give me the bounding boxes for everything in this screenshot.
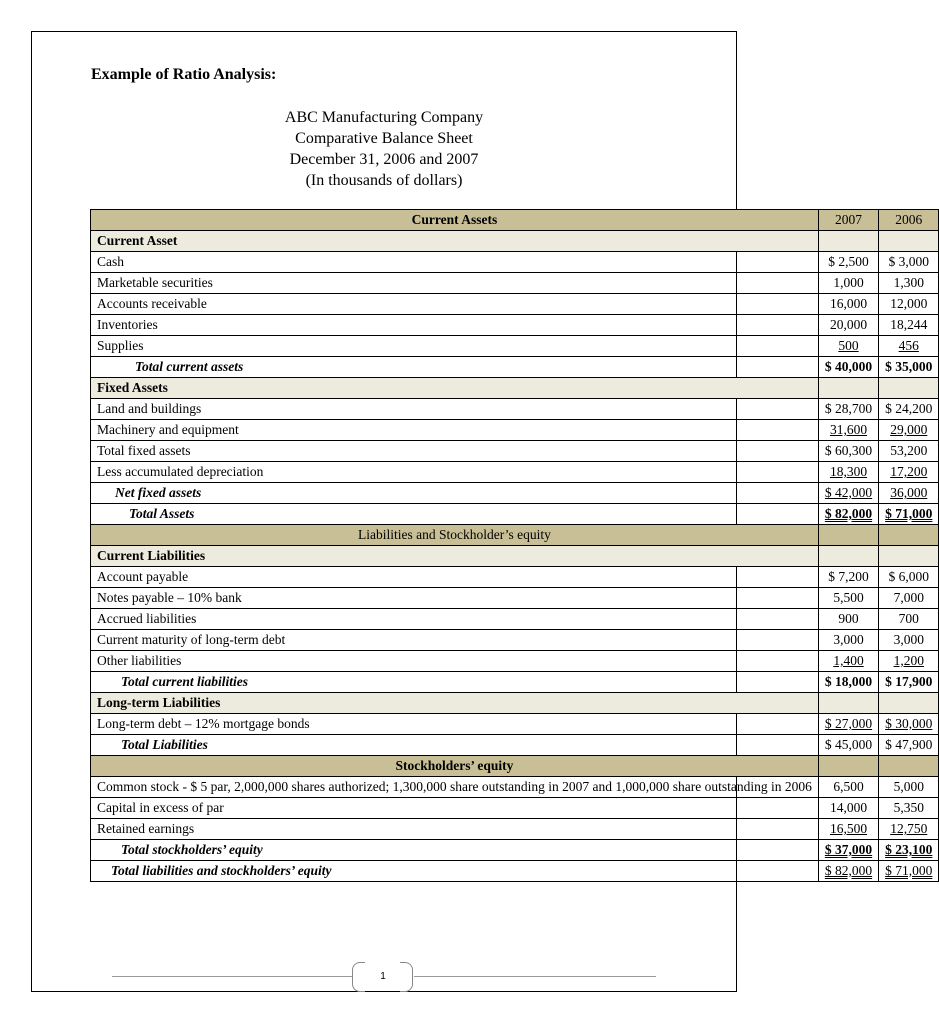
table-row — [91, 546, 939, 567]
value-2006: 17,200 — [879, 462, 939, 483]
value-2007: $ 42,000 — [818, 483, 878, 504]
row-label: Other liabilities — [91, 651, 819, 672]
value-2007: $ 37,000 — [818, 840, 878, 861]
value-2006: $ 3,000 — [879, 252, 939, 273]
value-2007: 6,500 — [818, 777, 878, 798]
footer-rule-right — [414, 976, 656, 977]
table-row — [91, 840, 939, 861]
table-row — [91, 315, 939, 336]
section-current-asset: Current Asset — [91, 231, 819, 252]
table-row — [91, 672, 939, 693]
value-2006: 456 — [879, 336, 939, 357]
value-2007: $ 40,000 — [818, 357, 878, 378]
value-2006: $ 17,900 — [879, 672, 939, 693]
row-label: Long-term debt – 12% mortgage bonds — [91, 714, 819, 735]
section-liabilities-equity: Liabilities and Stockholder’s equity — [91, 525, 819, 546]
table-row — [91, 756, 939, 777]
statement-title-block — [0, 107, 768, 191]
table-row — [91, 273, 939, 294]
table-row — [91, 252, 939, 273]
value-2007: $ 2,500 — [818, 252, 878, 273]
row-label: Total Assets — [91, 504, 819, 525]
row-label: Total current assets — [91, 357, 819, 378]
value-2007: $ 27,000 — [818, 714, 878, 735]
row-label: Capital in excess of par — [91, 798, 819, 819]
value-2007: 5,500 — [818, 588, 878, 609]
section-fixed-assets: Fixed Assets — [91, 378, 819, 399]
row-label: Retained earnings — [91, 819, 819, 840]
table-row — [91, 798, 939, 819]
value-2007: $ 82,000 — [818, 504, 878, 525]
table-row — [91, 651, 939, 672]
row-label: Accounts receivable — [91, 294, 819, 315]
row-label: Current maturity of long-term debt — [91, 630, 819, 651]
balance-sheet-table — [90, 209, 939, 882]
row-label: Machinery and equipment — [91, 420, 819, 441]
row-label: Land and buildings — [91, 399, 819, 420]
table-row — [91, 819, 939, 840]
value-2007: 900 — [818, 609, 878, 630]
table-row — [91, 483, 939, 504]
table-header-row — [91, 210, 939, 231]
section-long-term-liabilities: Long-term Liabilities — [91, 693, 819, 714]
table-row — [91, 336, 939, 357]
value-2007: $ 82,000 — [818, 861, 878, 882]
row-label: Net fixed assets — [91, 483, 819, 504]
row-label: Total current liabilities — [91, 672, 819, 693]
section-current-liabilities: Current Liabilities — [91, 546, 819, 567]
value-2007: 31,600 — [818, 420, 878, 441]
value-2007: 18,300 — [818, 462, 878, 483]
row-label: Inventories — [91, 315, 819, 336]
value-2006: $ 35,000 — [879, 357, 939, 378]
value-2006: 700 — [879, 609, 939, 630]
statement-units: (In thousands of dollars) — [305, 172, 463, 189]
table-row — [91, 630, 939, 651]
value-2007: 20,000 — [818, 315, 878, 336]
value-2006: $ 71,000 — [879, 504, 939, 525]
value-2006: 5,350 — [879, 798, 939, 819]
table-row — [91, 441, 939, 462]
row-label: Accrued liabilities — [91, 609, 819, 630]
table-row — [91, 714, 939, 735]
value-2006: 12,750 — [879, 819, 939, 840]
value-2006: 1,200 — [879, 651, 939, 672]
table-row — [91, 588, 939, 609]
value-2006: $ 47,900 — [879, 735, 939, 756]
section-stockholders-equity: Stockholders’ equity — [91, 756, 819, 777]
row-label: Total liabilities and stockholders’ equity — [91, 861, 819, 882]
row-label: Notes payable – 10% bank — [91, 588, 819, 609]
row-label: Less accumulated depreciation — [91, 462, 819, 483]
row-label: Common stock - $ 5 par, 2,000,000 shares authorized; 1,300,000 share outstanding in 2007 and 1,000,000 share outstanding in 2006 — [91, 777, 819, 798]
value-2006: 7,000 — [879, 588, 939, 609]
value-2006: 18,244 — [879, 315, 939, 336]
value-2006: $ 6,000 — [879, 567, 939, 588]
row-label: Total stockholders’ equity — [91, 840, 819, 861]
table-row — [91, 504, 939, 525]
value-2006: 1,300 — [879, 273, 939, 294]
value-2006: $ 24,200 — [879, 399, 939, 420]
value-2006: 5,000 — [879, 777, 939, 798]
value-2007: 16,500 — [818, 819, 878, 840]
value-2006: 53,200 — [879, 441, 939, 462]
table-row — [91, 462, 939, 483]
value-2006: 12,000 — [879, 294, 939, 315]
value-2007: $ 7,200 — [818, 567, 878, 588]
table-row — [91, 420, 939, 441]
statement-name: Comparative Balance Sheet — [295, 130, 473, 147]
value-2006: $ 71,000 — [879, 861, 939, 882]
table-row — [91, 609, 939, 630]
table-row — [91, 693, 939, 714]
value-2007: 14,000 — [818, 798, 878, 819]
footer-rule-left — [112, 976, 352, 977]
row-label: Marketable securities — [91, 273, 819, 294]
row-label: Account payable — [91, 567, 819, 588]
table-row — [91, 525, 939, 546]
table-row — [91, 357, 939, 378]
value-2006: $ 30,000 — [879, 714, 939, 735]
value-2007: $ 60,300 — [818, 441, 878, 462]
value-2006: 29,000 — [879, 420, 939, 441]
table-row — [91, 861, 939, 882]
company-name: ABC Manufacturing Company — [284, 109, 484, 126]
header-2007: 2007 — [818, 210, 878, 231]
value-2006: $ 23,100 — [879, 840, 939, 861]
value-2006: 3,000 — [879, 630, 939, 651]
table-row — [91, 735, 939, 756]
row-label: Supplies — [91, 336, 819, 357]
value-2007: $ 18,000 — [818, 672, 878, 693]
table-row — [91, 231, 939, 252]
table-row — [91, 294, 939, 315]
page-number: 1 — [380, 971, 386, 982]
value-2007: 16,000 — [818, 294, 878, 315]
header-current-assets: Current Assets — [91, 210, 819, 231]
value-2006: 36,000 — [879, 483, 939, 504]
table-row — [91, 567, 939, 588]
value-2007: 1,400 — [818, 651, 878, 672]
value-2007: $ 45,000 — [818, 735, 878, 756]
table-row — [91, 378, 939, 399]
table-row — [91, 777, 939, 798]
row-label: Total fixed assets — [91, 441, 819, 462]
value-2007: $ 28,700 — [818, 399, 878, 420]
header-2006: 2006 — [879, 210, 939, 231]
statement-date: December 31, 2006 and 2007 — [289, 151, 479, 168]
document-heading: Example of Ratio Analysis: — [91, 66, 277, 83]
row-label: Cash — [91, 252, 819, 273]
value-2007: 3,000 — [818, 630, 878, 651]
value-2007: 500 — [818, 336, 878, 357]
row-label: Total Liabilities — [91, 735, 819, 756]
value-2007: 1,000 — [818, 273, 878, 294]
table-row — [91, 399, 939, 420]
